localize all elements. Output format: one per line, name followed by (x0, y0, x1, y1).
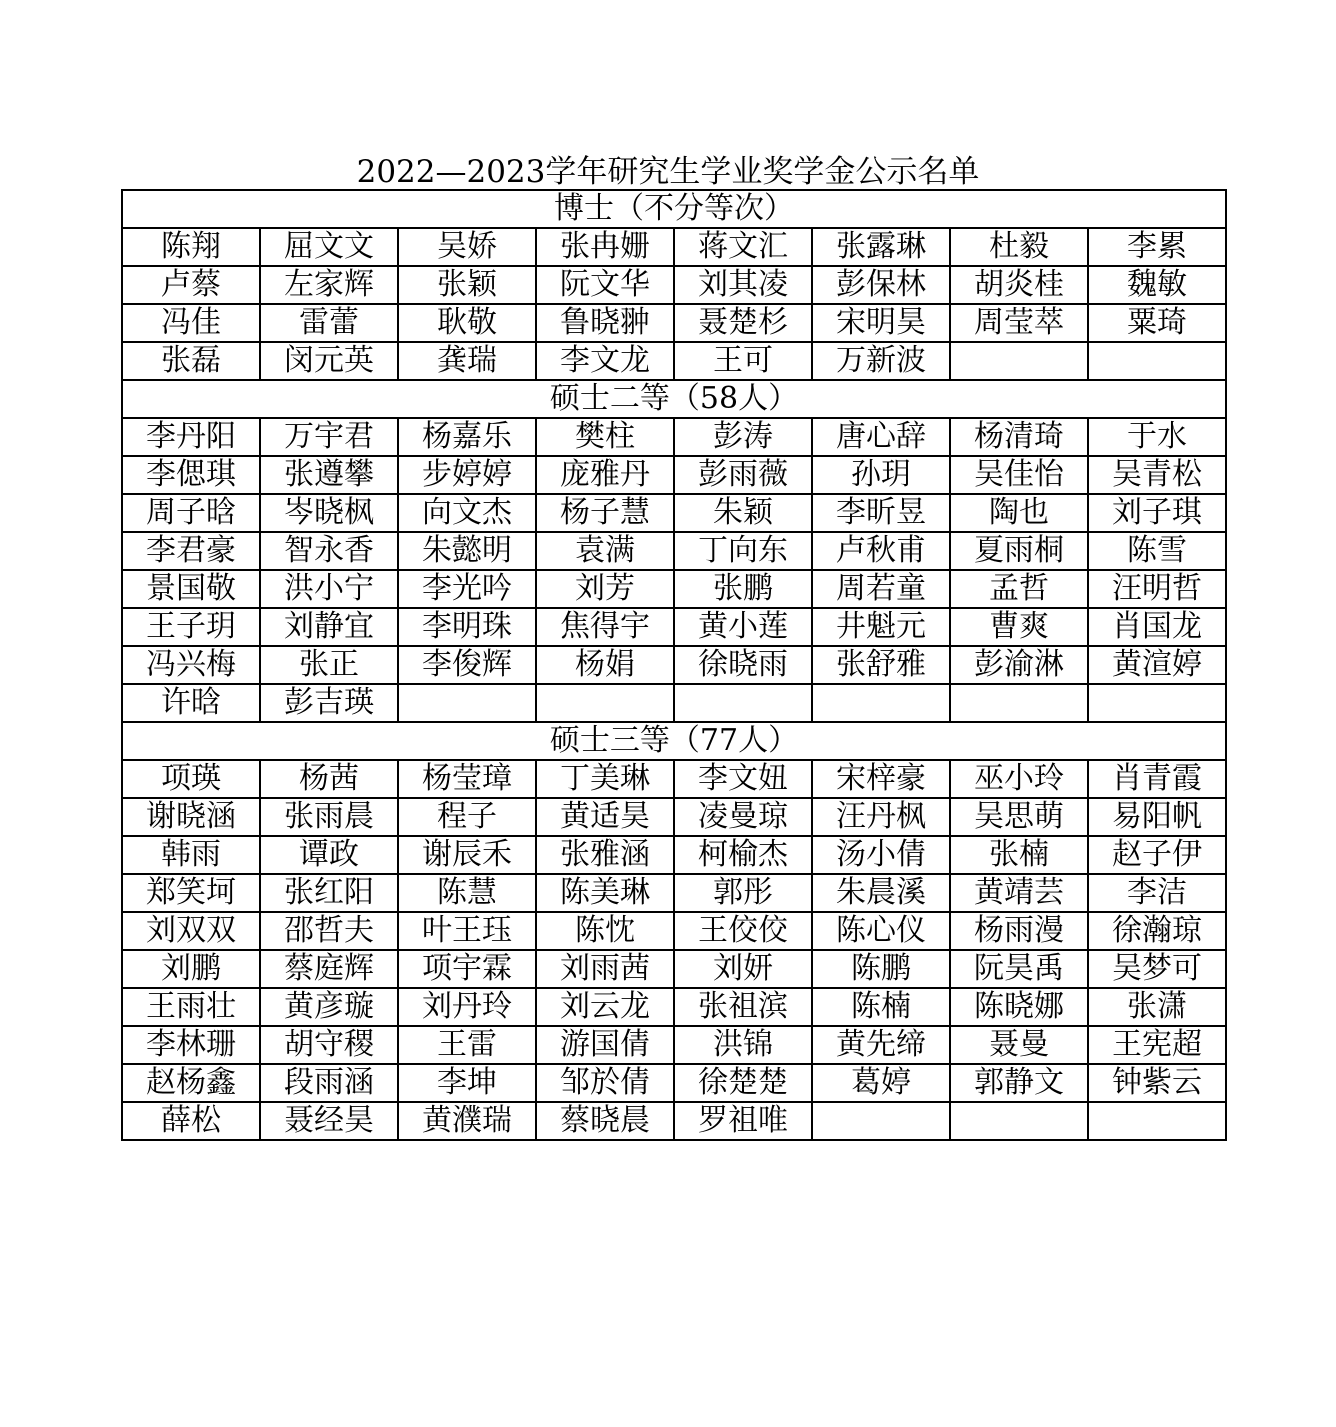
name-cell: 张红阳 (260, 874, 398, 912)
name-cell: 吴思萌 (950, 798, 1088, 836)
name-cell: 阮昊禹 (950, 950, 1088, 988)
name-cell: 胡守稷 (260, 1026, 398, 1064)
name-cell: 张正 (260, 646, 398, 684)
section-header: 硕士二等（58人） (122, 380, 1226, 418)
table-row (122, 1102, 1226, 1140)
name-cell: 王可 (674, 342, 812, 380)
name-cell: 刘芳 (536, 570, 674, 608)
name-cell: 杨清琦 (950, 418, 1088, 456)
name-cell: 叶王珏 (398, 912, 536, 950)
name-cell: 李光吟 (398, 570, 536, 608)
name-cell: 肖青霞 (1088, 760, 1226, 798)
name-cell: 汪明哲 (1088, 570, 1226, 608)
name-cell: 宋梓豪 (812, 760, 950, 798)
name-cell: 巫小玲 (950, 760, 1088, 798)
table-row (122, 608, 1226, 646)
name-cell: 张鹏 (674, 570, 812, 608)
name-cell: 徐晓雨 (674, 646, 812, 684)
name-cell: 岑晓枫 (260, 494, 398, 532)
name-cell: 雷蕾 (260, 304, 398, 342)
name-cell: 王雨壮 (122, 988, 260, 1026)
name-cell: 赵杨鑫 (122, 1064, 260, 1102)
name-cell: 阮文华 (536, 266, 674, 304)
name-cell: 李偲琪 (122, 456, 260, 494)
name-cell: 黄彦璇 (260, 988, 398, 1026)
name-cell: 唐心辞 (812, 418, 950, 456)
name-cell: 杨莹璋 (398, 760, 536, 798)
name-cell: 李俊辉 (398, 646, 536, 684)
name-cell: 庞雅丹 (536, 456, 674, 494)
name-cell: 张遵攀 (260, 456, 398, 494)
name-cell: 凌曼琼 (674, 798, 812, 836)
name-cell (812, 1102, 950, 1140)
name-cell: 柯榆杰 (674, 836, 812, 874)
table-row (122, 418, 1226, 456)
name-cell: 袁满 (536, 532, 674, 570)
name-cell: 陈慧 (398, 874, 536, 912)
name-cell: 杨雨漫 (950, 912, 1088, 950)
name-cell: 张雨晨 (260, 798, 398, 836)
name-cell: 聂经昊 (260, 1102, 398, 1140)
name-cell: 蒋文汇 (674, 228, 812, 266)
name-cell: 刘丹玲 (398, 988, 536, 1026)
name-cell: 洪小宁 (260, 570, 398, 608)
name-cell: 陈忱 (536, 912, 674, 950)
table-row (122, 760, 1226, 798)
name-cell: 向文杰 (398, 494, 536, 532)
name-cell: 黄渲婷 (1088, 646, 1226, 684)
name-cell: 耿敬 (398, 304, 536, 342)
name-cell: 项宇霖 (398, 950, 536, 988)
name-cell: 孙玥 (812, 456, 950, 494)
name-cell: 程子 (398, 798, 536, 836)
name-cell: 郭静文 (950, 1064, 1088, 1102)
name-cell: 卢蔡 (122, 266, 260, 304)
name-cell: 张磊 (122, 342, 260, 380)
name-cell: 韩雨 (122, 836, 260, 874)
name-cell: 彭渝淋 (950, 646, 1088, 684)
name-cell: 胡炎桂 (950, 266, 1088, 304)
name-cell: 杨娟 (536, 646, 674, 684)
name-cell: 王佼佼 (674, 912, 812, 950)
name-cell: 李坤 (398, 1064, 536, 1102)
name-cell: 刘双双 (122, 912, 260, 950)
name-cell: 万宇君 (260, 418, 398, 456)
table-row (122, 1064, 1226, 1102)
name-cell: 张楠 (950, 836, 1088, 874)
name-cell: 张祖滨 (674, 988, 812, 1026)
name-cell: 黄先缔 (812, 1026, 950, 1064)
section-header: 硕士三等（77人） (122, 722, 1226, 760)
name-cell: 陈心仪 (812, 912, 950, 950)
name-cell: 井魁元 (812, 608, 950, 646)
table-row (122, 874, 1226, 912)
name-cell: 李林珊 (122, 1026, 260, 1064)
name-cell: 李文龙 (536, 342, 674, 380)
name-cell: 丁向东 (674, 532, 812, 570)
table-row (122, 228, 1226, 266)
name-cell: 李文妞 (674, 760, 812, 798)
name-cell: 刘子琪 (1088, 494, 1226, 532)
name-cell: 葛婷 (812, 1064, 950, 1102)
name-cell: 谢晓涵 (122, 798, 260, 836)
name-cell: 陈雪 (1088, 532, 1226, 570)
name-cell: 黄小莲 (674, 608, 812, 646)
name-cell: 郑笑坷 (122, 874, 260, 912)
name-cell: 曹爽 (950, 608, 1088, 646)
name-cell: 赵子伊 (1088, 836, 1226, 874)
name-cell: 聂曼 (950, 1026, 1088, 1064)
table-row (122, 798, 1226, 836)
name-cell: 刘妍 (674, 950, 812, 988)
section-header-row (122, 380, 1226, 418)
name-cell: 许晗 (122, 684, 260, 722)
name-cell: 万新波 (812, 342, 950, 380)
name-cell: 徐楚楚 (674, 1064, 812, 1102)
name-cell (950, 684, 1088, 722)
name-cell (1088, 342, 1226, 380)
name-cell: 易阳帆 (1088, 798, 1226, 836)
name-cell: 张颖 (398, 266, 536, 304)
name-cell: 周莹萃 (950, 304, 1088, 342)
name-cell: 王雷 (398, 1026, 536, 1064)
name-cell: 彭雨薇 (674, 456, 812, 494)
table-row (122, 836, 1226, 874)
name-cell: 步婷婷 (398, 456, 536, 494)
name-cell: 汪丹枫 (812, 798, 950, 836)
name-cell: 洪锦 (674, 1026, 812, 1064)
section-header: 博士（不分等次） (122, 190, 1226, 228)
name-cell: 徐瀚琼 (1088, 912, 1226, 950)
name-cell: 刘其凌 (674, 266, 812, 304)
name-cell: 冯佳 (122, 304, 260, 342)
name-cell: 冯兴梅 (122, 646, 260, 684)
name-cell: 黄濮瑞 (398, 1102, 536, 1140)
name-cell: 罗祖唯 (674, 1102, 812, 1140)
name-cell: 李明珠 (398, 608, 536, 646)
table-row (122, 988, 1226, 1026)
name-cell: 吴青松 (1088, 456, 1226, 494)
name-cell: 朱晨溪 (812, 874, 950, 912)
section-header-row (122, 190, 1226, 228)
name-cell: 李丹阳 (122, 418, 260, 456)
table-row (122, 1026, 1226, 1064)
name-cell (536, 684, 674, 722)
name-cell: 龚瑞 (398, 342, 536, 380)
name-cell: 刘静宜 (260, 608, 398, 646)
name-cell: 张舒雅 (812, 646, 950, 684)
table-row (122, 266, 1226, 304)
name-cell: 李君豪 (122, 532, 260, 570)
name-cell: 吴娇 (398, 228, 536, 266)
name-cell: 陈鹏 (812, 950, 950, 988)
name-cell: 卢秋甫 (812, 532, 950, 570)
name-cell: 黄靖芸 (950, 874, 1088, 912)
name-cell: 王宪超 (1088, 1026, 1226, 1064)
table-row (122, 532, 1226, 570)
name-cell: 吴佳怡 (950, 456, 1088, 494)
name-cell: 肖国龙 (1088, 608, 1226, 646)
name-cell: 杜毅 (950, 228, 1088, 266)
table-row (122, 304, 1226, 342)
name-cell: 杨嘉乐 (398, 418, 536, 456)
name-cell: 景国敬 (122, 570, 260, 608)
name-cell: 段雨涵 (260, 1064, 398, 1102)
scholarship-table (121, 189, 1227, 1141)
name-cell: 陈楠 (812, 988, 950, 1026)
table-row (122, 646, 1226, 684)
name-cell: 黄适昊 (536, 798, 674, 836)
table-row (122, 912, 1226, 950)
name-cell: 薛松 (122, 1102, 260, 1140)
name-cell: 孟哲 (950, 570, 1088, 608)
name-cell: 游国倩 (536, 1026, 674, 1064)
name-cell: 朱懿明 (398, 532, 536, 570)
section-header-row (122, 722, 1226, 760)
name-cell: 刘云龙 (536, 988, 674, 1026)
name-cell: 彭保林 (812, 266, 950, 304)
name-cell: 陈晓娜 (950, 988, 1088, 1026)
name-cell: 陶也 (950, 494, 1088, 532)
name-cell: 陈翔 (122, 228, 260, 266)
name-cell: 钟紫云 (1088, 1064, 1226, 1102)
name-cell (950, 342, 1088, 380)
name-cell: 刘雨茜 (536, 950, 674, 988)
name-cell: 蔡庭辉 (260, 950, 398, 988)
name-cell: 王子玥 (122, 608, 260, 646)
name-cell: 张潇 (1088, 988, 1226, 1026)
name-cell: 彭涛 (674, 418, 812, 456)
name-cell: 左家辉 (260, 266, 398, 304)
name-cell: 汤小倩 (812, 836, 950, 874)
name-cell (1088, 684, 1226, 722)
name-cell: 邹於倩 (536, 1064, 674, 1102)
name-cell: 张冉姗 (536, 228, 674, 266)
table-row (122, 570, 1226, 608)
name-cell: 朱颖 (674, 494, 812, 532)
name-cell: 李昕昱 (812, 494, 950, 532)
name-cell: 郭彤 (674, 874, 812, 912)
name-cell: 宋明昊 (812, 304, 950, 342)
name-cell: 李洁 (1088, 874, 1226, 912)
name-cell: 李累 (1088, 228, 1226, 266)
name-cell: 丁美琳 (536, 760, 674, 798)
name-cell: 张雅涵 (536, 836, 674, 874)
name-cell: 樊柱 (536, 418, 674, 456)
name-cell: 谢辰禾 (398, 836, 536, 874)
name-cell: 彭吉瑛 (260, 684, 398, 722)
name-cell: 刘鹏 (122, 950, 260, 988)
name-cell (950, 1102, 1088, 1140)
table-row (122, 342, 1226, 380)
name-cell: 夏雨桐 (950, 532, 1088, 570)
name-cell: 智永香 (260, 532, 398, 570)
name-cell (398, 684, 536, 722)
table-body (122, 190, 1226, 1140)
name-cell: 周若童 (812, 570, 950, 608)
name-cell (674, 684, 812, 722)
name-cell: 吴梦可 (1088, 950, 1226, 988)
name-cell: 杨茜 (260, 760, 398, 798)
name-cell: 陈美琳 (536, 874, 674, 912)
name-cell: 杨子慧 (536, 494, 674, 532)
name-cell: 周子晗 (122, 494, 260, 532)
table-row (122, 950, 1226, 988)
table-row (122, 456, 1226, 494)
name-cell: 谭政 (260, 836, 398, 874)
name-cell: 蔡晓晨 (536, 1102, 674, 1140)
name-cell (1088, 1102, 1226, 1140)
name-cell: 聂楚杉 (674, 304, 812, 342)
name-cell: 魏敏 (1088, 266, 1226, 304)
name-cell: 焦得宇 (536, 608, 674, 646)
name-cell: 于水 (1088, 418, 1226, 456)
name-cell: 张露琳 (812, 228, 950, 266)
name-cell: 项瑛 (122, 760, 260, 798)
table-row (122, 494, 1226, 532)
name-cell: 粟琦 (1088, 304, 1226, 342)
name-cell: 鲁晓翀 (536, 304, 674, 342)
name-cell (812, 684, 950, 722)
name-cell: 闵元英 (260, 342, 398, 380)
table-row (122, 684, 1226, 722)
page-title: 2022—2023学年研究生学业奖学金公示名单 (356, 154, 980, 190)
name-cell: 邵哲夫 (260, 912, 398, 950)
name-cell: 屈文文 (260, 228, 398, 266)
